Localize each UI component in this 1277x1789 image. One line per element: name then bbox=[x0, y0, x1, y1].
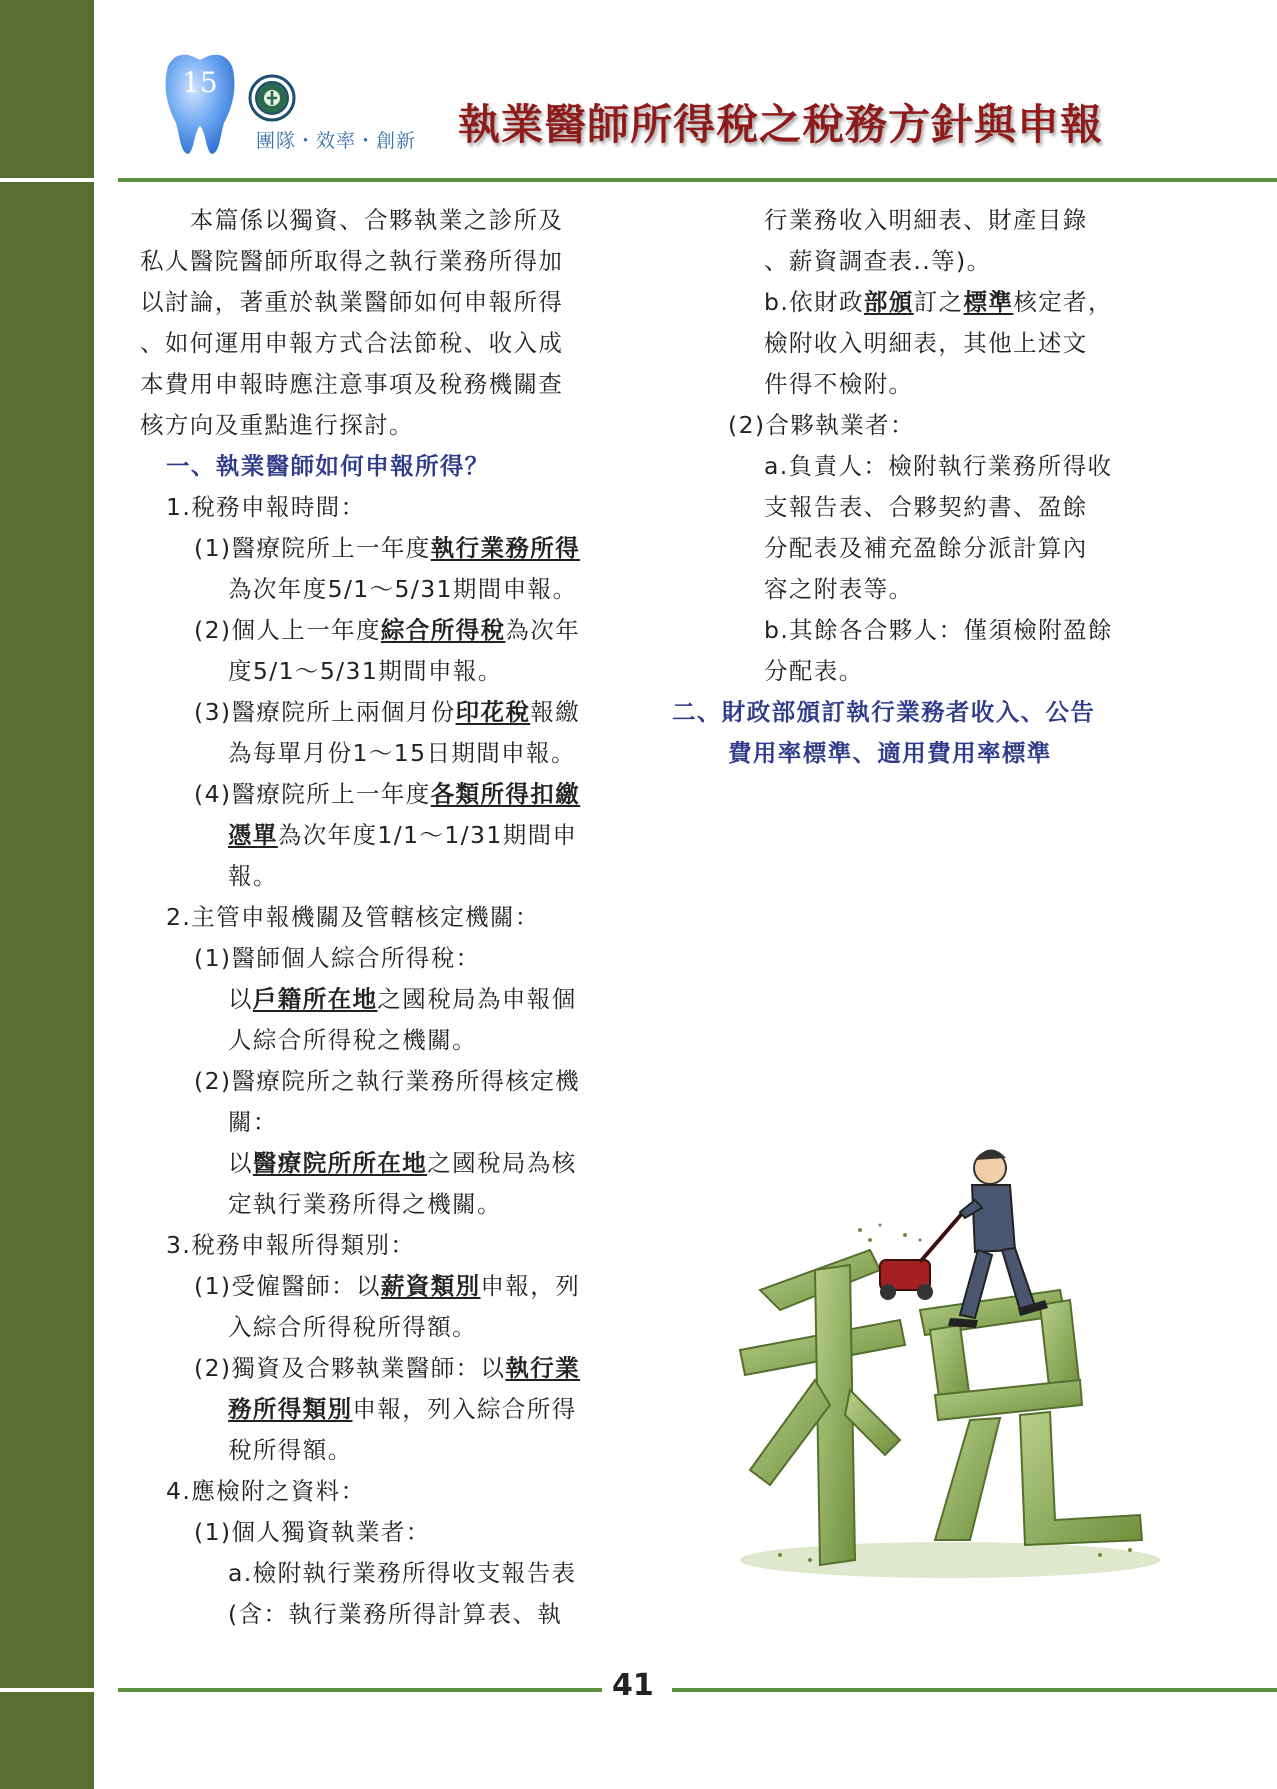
emphasis-text: 薪資類別 bbox=[380, 1272, 481, 1300]
list-item: 定執行業務所得之機關。 bbox=[228, 1190, 502, 1218]
emphasis-text: 部頒 bbox=[863, 288, 914, 316]
list-item: 為次年度5/1～5/31期間申報。 bbox=[228, 575, 578, 603]
section-heading-2-cont: 費用率標準、適用費用率標準 bbox=[728, 739, 1052, 767]
sidebar-stripe bbox=[0, 178, 94, 182]
list-item: a.檢附執行業務所得收支報告表 bbox=[228, 1559, 577, 1587]
list-item: 為每單月份1～15日期間申報。 bbox=[228, 739, 576, 767]
list-item bbox=[140, 1143, 625, 1184]
paragraph-line: 、如何運用申報方式合法節稅、收入成 bbox=[140, 329, 564, 357]
list-item: 入綜合所得稅所得額。 bbox=[228, 1313, 477, 1341]
list-item: 稅所得額。 bbox=[228, 1436, 353, 1464]
seal-icon bbox=[248, 74, 296, 122]
motto: 團隊・效率・創新 bbox=[256, 130, 417, 152]
page-number: 41 bbox=[612, 1668, 654, 1703]
item-heading: 4.應檢附之資料： bbox=[166, 1477, 366, 1505]
list-item: a.負責人：檢附執行業務所得收 bbox=[764, 452, 1113, 480]
paragraph-line: 本篇係以獨資、合夥執業之診所及 bbox=[140, 206, 564, 234]
paragraph-line: 以討論，著重於執業醫師如何申報所得 bbox=[140, 288, 564, 316]
item-text: 之國稅局為申報個 bbox=[377, 985, 577, 1013]
emphasis-text: 務所得類別 bbox=[228, 1395, 353, 1423]
item-text: 申報，列 bbox=[480, 1272, 581, 1300]
emphasis-text: 憑單 bbox=[228, 821, 278, 849]
item-text: (2)獨資及合夥執業醫師：以 bbox=[194, 1354, 506, 1382]
list-item bbox=[140, 1348, 625, 1389]
list-item: (1)個人獨資執業者： bbox=[194, 1518, 431, 1546]
item-text: (3)醫療院所上兩個月份 bbox=[194, 698, 456, 726]
footer-rule-right bbox=[672, 1688, 1277, 1692]
list-item bbox=[672, 282, 1152, 323]
list-item: 支報告表、合夥契約書、盈餘 bbox=[764, 493, 1088, 521]
emphasis-text: 執行業務所得 bbox=[430, 534, 581, 562]
right-column bbox=[672, 200, 1152, 774]
chapter-number: 15 bbox=[182, 66, 218, 99]
list-item: 人綜合所得稅之機關。 bbox=[228, 1026, 477, 1054]
item-text: (1)醫療院所上一年度 bbox=[194, 534, 431, 562]
list-item bbox=[140, 528, 625, 569]
list-item: 件得不檢附。 bbox=[764, 370, 914, 398]
emphasis-text: 標準 bbox=[963, 288, 1014, 316]
list-item: 行業務收入明細表、財產目錄 bbox=[764, 206, 1088, 234]
emphasis-text: 各類所得扣繳 bbox=[430, 780, 581, 808]
list-item: (1)醫師個人綜合所得稅： bbox=[194, 944, 481, 972]
item-text: b.依財政 bbox=[764, 288, 864, 316]
item-text: (1)受僱醫師：以 bbox=[194, 1272, 381, 1300]
list-item bbox=[140, 1389, 625, 1430]
emphasis-text: 印花稅 bbox=[455, 698, 531, 726]
list-item: 、薪資調查表..等)。 bbox=[764, 247, 992, 275]
section-heading-1: 一、執業醫師如何申報所得？ bbox=[166, 452, 490, 480]
emphasis-text: 綜合所得稅 bbox=[380, 616, 506, 644]
page-title: 執業醫師所得稅之稅務方針與申報 bbox=[458, 100, 1104, 149]
paragraph-line: 私人醫院醫師所取得之執行業務所得加 bbox=[140, 247, 564, 275]
list-item: 容之附表等。 bbox=[764, 575, 914, 603]
list-item: 度5/1～5/31期間申報。 bbox=[228, 657, 503, 685]
list-item: (2)合夥執業者： bbox=[728, 411, 915, 439]
item-heading: 3.稅務申報所得類別： bbox=[166, 1231, 416, 1259]
list-item bbox=[140, 774, 625, 815]
emphasis-text: 戶籍所在地 bbox=[252, 985, 378, 1013]
item-text: 核定者， bbox=[1013, 288, 1113, 316]
item-text: 之國稅局為核 bbox=[427, 1149, 577, 1177]
item-text: 以 bbox=[228, 985, 253, 1013]
list-item: (含：執行業務所得計算表、執 bbox=[228, 1600, 563, 1628]
item-text: (4)醫療院所上一年度 bbox=[194, 780, 431, 808]
item-text: 申報，列入綜合所得 bbox=[352, 1395, 577, 1423]
item-text: 為次年度1/1～1/31期間申 bbox=[277, 821, 578, 849]
left-column bbox=[140, 200, 625, 1635]
list-item: (2)醫療院所之執行業務所得核定機 bbox=[194, 1067, 581, 1095]
emphasis-text: 醫療院所所在地 bbox=[252, 1149, 428, 1177]
tax-mowing-illustration bbox=[720, 1140, 1180, 1585]
list-item bbox=[140, 1266, 625, 1307]
emphasis-text: 執行業 bbox=[505, 1354, 581, 1382]
list-item: 分配表及補充盈餘分派計算內 bbox=[764, 534, 1088, 562]
header-rule bbox=[118, 178, 1277, 182]
item-heading: 2.主管申報機關及管轄核定機關： bbox=[166, 903, 540, 931]
paragraph-line: 本費用申報時應注意事項及稅務機關查 bbox=[140, 370, 564, 398]
item-text: 訂之 bbox=[913, 288, 964, 316]
list-item bbox=[140, 610, 625, 651]
list-item: b.其餘各合夥人：僅須檢附盈餘 bbox=[764, 616, 1113, 644]
section-heading-2: 二、財政部頒訂執行業務者收入、公告 bbox=[672, 698, 1096, 726]
list-item bbox=[140, 979, 625, 1020]
list-item bbox=[140, 815, 625, 856]
paragraph-line: 核方向及重點進行探討。 bbox=[140, 411, 414, 439]
list-item: 檢附收入明細表，其他上述文 bbox=[764, 329, 1088, 357]
item-text: (2)個人上一年度 bbox=[194, 616, 381, 644]
item-text: 為次年 bbox=[505, 616, 581, 644]
footer-rule-left bbox=[118, 1688, 602, 1692]
list-item bbox=[140, 692, 625, 733]
item-text: 以 bbox=[228, 1149, 253, 1177]
item-text: 報繳 bbox=[530, 698, 581, 726]
item-heading: 1.稅務申報時間： bbox=[166, 493, 366, 521]
list-item: 分配表。 bbox=[764, 657, 864, 685]
list-item: 關： bbox=[228, 1108, 278, 1136]
list-item: 報。 bbox=[228, 862, 278, 890]
tooth-icon bbox=[158, 48, 242, 158]
sidebar-stripe bbox=[0, 1688, 94, 1692]
sidebar-band bbox=[0, 0, 94, 1789]
